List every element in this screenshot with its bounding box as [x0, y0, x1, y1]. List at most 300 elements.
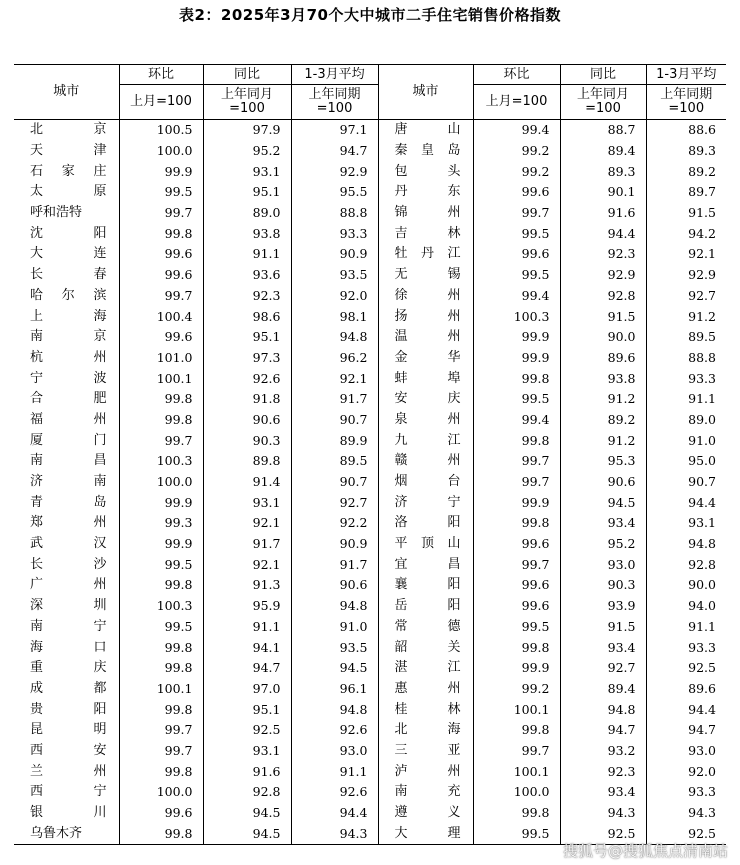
yoy-value-right: 89.3: [560, 161, 646, 182]
avg-value-right: 88.6: [646, 120, 726, 141]
yoy-value-left: 97.3: [203, 348, 291, 369]
city-name-right: 常 德: [378, 617, 473, 638]
table-row: [14, 617, 726, 638]
city-name-right: 金 华: [378, 348, 473, 369]
yoy-value-right: 95.3: [560, 451, 646, 472]
header-avg-base-left: 上年同期 =100: [291, 85, 378, 120]
yoy-value-right: 93.0: [560, 554, 646, 575]
avg-value-right: 93.0: [646, 741, 726, 762]
avg-value-right: 88.8: [646, 348, 726, 369]
city-name-left: 成 都: [30, 680, 107, 696]
mom-value-left: 101.0: [119, 348, 203, 369]
header-yoy-left: 同比: [203, 65, 291, 85]
mom-value-right: 99.5: [473, 389, 560, 410]
table-row: [14, 534, 726, 555]
city-name-right: 九 江: [378, 430, 473, 451]
table-row: [14, 492, 726, 513]
mom-value-left: 100.4: [119, 306, 203, 327]
city-name-right: 洛 阳: [378, 513, 473, 534]
yoy-value-right: 93.4: [560, 782, 646, 803]
yoy-value-left: 91.6: [203, 761, 291, 782]
table-row: [14, 679, 726, 700]
table-row: [14, 658, 726, 679]
avg-value-right: 91.5: [646, 203, 726, 224]
yoy-value-right: 93.9: [560, 596, 646, 617]
city-name-left: 福 州: [30, 411, 107, 427]
avg-value-left: 96.2: [291, 348, 378, 369]
city-name-right: 包 头: [378, 161, 473, 182]
yoy-value-left: 93.1: [203, 492, 291, 513]
table-row: [14, 286, 726, 307]
city-name-left: 太 原: [30, 184, 107, 200]
mom-value-right: 100.1: [473, 761, 560, 782]
yoy-value-right: 91.6: [560, 203, 646, 224]
yoy-value-left: 95.1: [203, 182, 291, 203]
yoy-value-right: 95.2: [560, 534, 646, 555]
avg-value-right: 89.5: [646, 327, 726, 348]
header-yoy-base-right: 上年同月 =100: [560, 85, 646, 120]
city-name-right: 温 州: [378, 327, 473, 348]
avg-value-right: 92.9: [646, 265, 726, 286]
city-name-right: 岳 阳: [378, 596, 473, 617]
table-row: [14, 389, 726, 410]
yoy-value-left: 91.4: [203, 472, 291, 493]
mom-value-left: 99.7: [119, 741, 203, 762]
table-row: [14, 596, 726, 617]
mom-value-right: 99.4: [473, 286, 560, 307]
mom-value-right: 100.0: [473, 782, 560, 803]
mom-value-left: 99.8: [119, 575, 203, 596]
yoy-value-left: 93.1: [203, 161, 291, 182]
avg-value-right: 94.2: [646, 223, 726, 244]
city-name-right: 三 亚: [378, 741, 473, 762]
avg-value-right: 93.3: [646, 637, 726, 658]
table-row: [14, 223, 726, 244]
yoy-value-left: 91.7: [203, 534, 291, 555]
city-name-right: 丹 东: [378, 182, 473, 203]
table-row: [14, 782, 726, 803]
city-name-right: 蚌 埠: [378, 368, 473, 389]
avg-value-right: 92.1: [646, 244, 726, 265]
yoy-value-right: 93.8: [560, 368, 646, 389]
watermark: 搜狐号@搜狐焦点清南站: [562, 842, 728, 860]
header-yoy-base-left: 上年同月 =100: [203, 85, 291, 120]
city-name-right: 安 庆: [378, 389, 473, 410]
avg-value-left: 93.5: [291, 637, 378, 658]
table-row: [14, 803, 726, 824]
city-name-right: 桂 林: [378, 699, 473, 720]
avg-value-right: 89.3: [646, 141, 726, 162]
mom-value-left: 99.3: [119, 513, 203, 534]
avg-value-left: 94.7: [291, 141, 378, 162]
mom-value-right: 99.6: [473, 244, 560, 265]
city-name-left: 深 圳: [30, 598, 107, 614]
yoy-value-left: 92.3: [203, 286, 291, 307]
avg-value-left: 92.6: [291, 782, 378, 803]
avg-value-right: 89.7: [646, 182, 726, 203]
header-avg-left: 1-3月平均: [291, 65, 378, 85]
yoy-value-right: 94.3: [560, 803, 646, 824]
yoy-value-left: 90.3: [203, 430, 291, 451]
header-avg-base-right: 上年同期 =100: [646, 85, 726, 120]
city-name-left: 武 汉: [30, 536, 107, 552]
table-row: [14, 741, 726, 762]
avg-value-left: 91.0: [291, 617, 378, 638]
mom-value-right: 99.6: [473, 182, 560, 203]
table-row: [14, 472, 726, 493]
table-row: [14, 161, 726, 182]
yoy-value-left: 98.6: [203, 306, 291, 327]
avg-value-left: 94.3: [291, 823, 378, 844]
city-name-right: 唐 山: [378, 120, 473, 141]
mom-value-left: 99.8: [119, 223, 203, 244]
yoy-value-left: 91.1: [203, 244, 291, 265]
mom-value-right: 99.8: [473, 637, 560, 658]
header-avg-right: 1-3月平均: [646, 65, 726, 85]
avg-value-left: 90.7: [291, 410, 378, 431]
city-name-left: 南 京: [30, 329, 107, 345]
yoy-value-right: 91.2: [560, 430, 646, 451]
yoy-value-right: 93.4: [560, 513, 646, 534]
mom-value-left: 99.6: [119, 327, 203, 348]
mom-value-right: 99.6: [473, 534, 560, 555]
avg-value-left: 91.7: [291, 554, 378, 575]
city-name-left: 青 岛: [30, 494, 107, 510]
city-name-left: 天 津: [30, 143, 107, 159]
avg-value-left: 90.9: [291, 244, 378, 265]
yoy-value-left: 94.5: [203, 803, 291, 824]
avg-value-right: 92.7: [646, 286, 726, 307]
mom-value-right: 99.2: [473, 679, 560, 700]
header-city-left: 城市: [14, 65, 119, 120]
yoy-value-left: 92.5: [203, 720, 291, 741]
yoy-value-right: 92.3: [560, 244, 646, 265]
avg-value-left: 94.8: [291, 699, 378, 720]
mom-value-left: 100.3: [119, 451, 203, 472]
mom-value-right: 99.2: [473, 141, 560, 162]
city-name-left: 郑 州: [30, 515, 107, 531]
avg-value-right: 93.3: [646, 368, 726, 389]
city-name-right: 北 海: [378, 720, 473, 741]
mom-value-left: 100.1: [119, 679, 203, 700]
table-row: [14, 306, 726, 327]
table-row: [14, 141, 726, 162]
yoy-value-right: 92.7: [560, 658, 646, 679]
yoy-value-left: 93.6: [203, 265, 291, 286]
yoy-value-left: 93.8: [203, 223, 291, 244]
avg-value-right: 90.7: [646, 472, 726, 493]
avg-value-left: 92.7: [291, 492, 378, 513]
avg-value-left: 94.5: [291, 658, 378, 679]
avg-value-left: 92.1: [291, 368, 378, 389]
city-name-right: 秦 皇 岛: [378, 141, 473, 162]
mom-value-left: 99.6: [119, 244, 203, 265]
avg-value-right: 94.7: [646, 720, 726, 741]
yoy-value-right: 92.9: [560, 265, 646, 286]
yoy-value-right: 92.8: [560, 286, 646, 307]
city-name-left: 长 沙: [30, 556, 107, 572]
avg-value-left: 91.7: [291, 389, 378, 410]
avg-value-left: 94.4: [291, 803, 378, 824]
yoy-value-right: 94.8: [560, 699, 646, 720]
mom-value-left: 99.8: [119, 410, 203, 431]
mom-value-right: 99.8: [473, 368, 560, 389]
mom-value-left: 99.7: [119, 430, 203, 451]
mom-value-left: 100.0: [119, 472, 203, 493]
yoy-value-left: 95.9: [203, 596, 291, 617]
city-name-left: 济 南: [30, 474, 107, 490]
yoy-value-left: 95.2: [203, 141, 291, 162]
yoy-value-left: 89.0: [203, 203, 291, 224]
mom-value-right: 99.5: [473, 617, 560, 638]
avg-value-right: 94.0: [646, 596, 726, 617]
city-name-right: 无 锡: [378, 265, 473, 286]
avg-value-right: 92.8: [646, 554, 726, 575]
yoy-value-right: 89.6: [560, 348, 646, 369]
table-row: [14, 430, 726, 451]
table-row: [14, 244, 726, 265]
city-name-left: 厦 门: [30, 432, 107, 448]
table-row: [14, 699, 726, 720]
city-name-right: 徐 州: [378, 286, 473, 307]
avg-value-right: 89.0: [646, 410, 726, 431]
mom-value-left: 99.7: [119, 203, 203, 224]
mom-value-left: 99.9: [119, 161, 203, 182]
yoy-value-right: 94.4: [560, 223, 646, 244]
mom-value-left: 99.9: [119, 534, 203, 555]
header-mom-left: 环比: [119, 65, 203, 85]
yoy-value-left: 92.1: [203, 554, 291, 575]
mom-value-right: 100.1: [473, 699, 560, 720]
mom-value-left: 100.3: [119, 596, 203, 617]
yoy-value-right: 89.2: [560, 410, 646, 431]
city-name-left: 兰 州: [30, 763, 107, 779]
city-name-right: 锦 州: [378, 203, 473, 224]
city-name-left: 长 春: [30, 267, 107, 283]
mom-value-left: 99.6: [119, 803, 203, 824]
city-name-left: 呼和浩特: [30, 205, 83, 221]
avg-value-right: 95.0: [646, 451, 726, 472]
yoy-value-left: 91.3: [203, 575, 291, 596]
avg-value-left: 92.2: [291, 513, 378, 534]
table-row: [14, 637, 726, 658]
avg-value-left: 89.5: [291, 451, 378, 472]
yoy-value-right: 91.5: [560, 306, 646, 327]
city-name-left: 南 昌: [30, 453, 107, 469]
table-row: [14, 554, 726, 575]
yoy-value-left: 93.1: [203, 741, 291, 762]
mom-value-left: 99.8: [119, 637, 203, 658]
mom-value-left: 99.8: [119, 699, 203, 720]
mom-value-left: 99.8: [119, 658, 203, 679]
yoy-value-left: 91.8: [203, 389, 291, 410]
city-name-right: 牡 丹 江: [378, 244, 473, 265]
mom-value-right: 99.7: [473, 554, 560, 575]
city-name-right: 韶 关: [378, 637, 473, 658]
yoy-value-right: 93.4: [560, 637, 646, 658]
city-name-right: 赣 州: [378, 451, 473, 472]
mom-value-right: 99.8: [473, 513, 560, 534]
mom-value-left: 99.7: [119, 720, 203, 741]
avg-value-right: 93.1: [646, 513, 726, 534]
mom-value-left: 100.0: [119, 782, 203, 803]
mom-value-right: 99.9: [473, 348, 560, 369]
city-name-left: 合 肥: [30, 391, 107, 407]
table-row: [14, 265, 726, 286]
mom-value-right: 99.7: [473, 451, 560, 472]
mom-value-right: 99.7: [473, 741, 560, 762]
city-name-left: 广 州: [30, 577, 107, 593]
avg-value-right: 91.0: [646, 430, 726, 451]
avg-value-left: 90.6: [291, 575, 378, 596]
city-name-right: 济 宁: [378, 492, 473, 513]
table-row: [14, 720, 726, 741]
city-name-left: 哈 尔 滨: [30, 287, 107, 303]
avg-value-left: 91.1: [291, 761, 378, 782]
yoy-value-right: 91.2: [560, 389, 646, 410]
avg-value-left: 96.1: [291, 679, 378, 700]
avg-value-right: 93.3: [646, 782, 726, 803]
city-name-left: 乌鲁木齐: [14, 823, 119, 844]
mom-value-right: 99.4: [473, 410, 560, 431]
mom-value-right: 99.5: [473, 265, 560, 286]
mom-value-left: 99.8: [119, 761, 203, 782]
avg-value-left: 89.9: [291, 430, 378, 451]
avg-value-right: 89.2: [646, 161, 726, 182]
mom-value-right: 99.8: [473, 430, 560, 451]
header-mom-base-right: 上月=100: [473, 85, 560, 120]
avg-value-left: 90.7: [291, 472, 378, 493]
yoy-value-right: 90.0: [560, 327, 646, 348]
avg-value-right: 94.4: [646, 699, 726, 720]
avg-value-right: 92.5: [646, 823, 726, 844]
avg-value-right: 90.0: [646, 575, 726, 596]
city-name-left: 重 庆: [30, 660, 107, 676]
avg-value-left: 93.5: [291, 265, 378, 286]
yoy-value-left: 90.6: [203, 410, 291, 431]
yoy-value-left: 95.1: [203, 699, 291, 720]
city-name-left: 北 京: [30, 122, 107, 138]
city-name-left: 贵 阳: [30, 701, 107, 717]
mom-value-right: 99.8: [473, 720, 560, 741]
yoy-value-left: 95.1: [203, 327, 291, 348]
avg-value-right: 94.3: [646, 803, 726, 824]
avg-value-right: 92.5: [646, 658, 726, 679]
yoy-value-left: 94.7: [203, 658, 291, 679]
mom-value-right: 99.6: [473, 575, 560, 596]
avg-value-right: 92.0: [646, 761, 726, 782]
yoy-value-right: 89.4: [560, 679, 646, 700]
header-mom-right: 环比: [473, 65, 560, 85]
city-name-right: 平 顶 山: [378, 534, 473, 555]
mom-value-left: 100.5: [119, 120, 203, 141]
avg-value-left: 92.9: [291, 161, 378, 182]
table-row: [14, 761, 726, 782]
avg-value-left: 92.6: [291, 720, 378, 741]
mom-value-left: 99.8: [119, 823, 203, 844]
city-name-right: 遵 义: [378, 803, 473, 824]
yoy-value-right: 93.2: [560, 741, 646, 762]
mom-value-right: 100.3: [473, 306, 560, 327]
city-name-left: 杭 州: [30, 349, 107, 365]
mom-value-left: 99.8: [119, 389, 203, 410]
yoy-value-right: 90.1: [560, 182, 646, 203]
avg-value-right: 89.6: [646, 679, 726, 700]
mom-value-right: 99.7: [473, 203, 560, 224]
yoy-value-right: 92.3: [560, 761, 646, 782]
yoy-value-right: 90.3: [560, 575, 646, 596]
city-name-right: 吉 林: [378, 223, 473, 244]
avg-value-left: 88.8: [291, 203, 378, 224]
yoy-value-left: 97.0: [203, 679, 291, 700]
mom-value-right: 99.6: [473, 596, 560, 617]
avg-value-right: 94.4: [646, 492, 726, 513]
avg-value-right: 91.1: [646, 617, 726, 638]
mom-value-left: 100.0: [119, 141, 203, 162]
city-name-right: 湛 江: [378, 658, 473, 679]
mom-value-right: 99.4: [473, 120, 560, 141]
yoy-value-right: 92.5: [560, 823, 646, 844]
city-name-right: 烟 台: [378, 472, 473, 493]
table-row: [14, 575, 726, 596]
city-name-left: 上 海: [30, 308, 107, 324]
yoy-value-left: 94.1: [203, 637, 291, 658]
yoy-value-left: 92.8: [203, 782, 291, 803]
mom-value-right: 99.9: [473, 492, 560, 513]
mom-value-right: 99.5: [473, 223, 560, 244]
yoy-value-left: 94.5: [203, 823, 291, 844]
avg-value-left: 97.1: [291, 120, 378, 141]
table-row: [14, 120, 726, 141]
city-name-left: 西 安: [30, 742, 107, 758]
avg-value-right: 91.1: [646, 389, 726, 410]
yoy-value-left: 92.6: [203, 368, 291, 389]
mom-value-right: 99.2: [473, 161, 560, 182]
yoy-value-right: 94.5: [560, 492, 646, 513]
avg-value-left: 95.5: [291, 182, 378, 203]
city-name-right: 扬 州: [378, 306, 473, 327]
avg-value-left: 93.0: [291, 741, 378, 762]
mom-value-left: 99.9: [119, 492, 203, 513]
city-name-left: 南 宁: [30, 618, 107, 634]
city-name-left: 宁 波: [30, 370, 107, 386]
avg-value-left: 98.1: [291, 306, 378, 327]
mom-value-right: 99.8: [473, 803, 560, 824]
city-name-right: 泉 州: [378, 410, 473, 431]
mom-value-right: 99.9: [473, 327, 560, 348]
table-title: 表2：2025年3月70个大中城市二手住宅销售价格指数: [179, 6, 561, 24]
avg-value-right: 94.8: [646, 534, 726, 555]
mom-value-left: 99.5: [119, 182, 203, 203]
yoy-value-left: 89.8: [203, 451, 291, 472]
mom-value-left: 99.7: [119, 286, 203, 307]
city-name-right: 南 充: [378, 782, 473, 803]
mom-value-left: 99.6: [119, 265, 203, 286]
city-name-left: 西 宁: [30, 784, 107, 800]
header-city-right: 城市: [378, 65, 473, 120]
table-row: [14, 203, 726, 224]
table-row: [14, 348, 726, 369]
mom-value-left: 99.5: [119, 554, 203, 575]
table-row: [14, 513, 726, 534]
avg-value-left: 93.3: [291, 223, 378, 244]
mom-value-left: 100.1: [119, 368, 203, 389]
yoy-value-right: 94.7: [560, 720, 646, 741]
table-row: [14, 327, 726, 348]
city-name-left: 大 连: [30, 246, 107, 262]
header-yoy-right: 同比: [560, 65, 646, 85]
yoy-value-right: 91.5: [560, 617, 646, 638]
